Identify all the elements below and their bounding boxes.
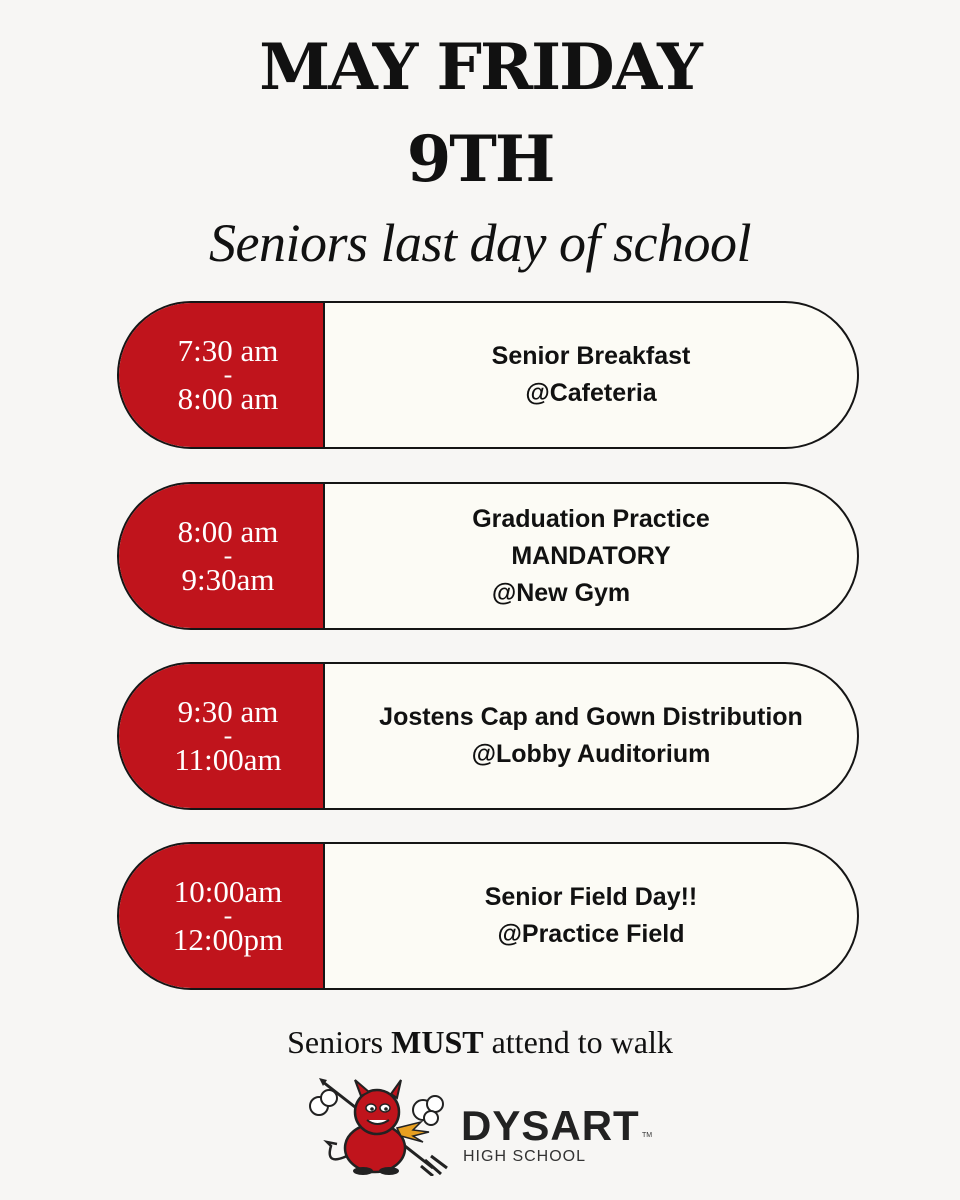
time-block xyxy=(119,303,325,447)
event-info xyxy=(325,664,857,808)
event-title: Graduation Practice xyxy=(472,504,710,533)
time-separator: - xyxy=(223,541,233,570)
event-title: Jostens Cap and Gown Distribution xyxy=(379,703,803,731)
event-info xyxy=(325,484,857,628)
time-block xyxy=(119,844,325,988)
event-location: @New Gym xyxy=(491,578,631,607)
event-location: @Lobby Auditorium xyxy=(471,740,711,768)
time-block xyxy=(119,484,325,628)
page-subtitle: Seniors last day of school xyxy=(209,213,751,273)
note-suffix: attend to walk xyxy=(483,1024,673,1060)
time-end: 8:00 am xyxy=(177,381,279,416)
attendance-note xyxy=(0,1020,960,1064)
time-start: 7:30 am xyxy=(177,333,279,368)
note-prefix: Seniors xyxy=(287,1024,392,1060)
time-start: 8:00 am xyxy=(177,514,279,549)
logo-brand: DYSART xyxy=(461,1102,640,1149)
time-separator: - xyxy=(223,721,233,750)
event-location: @Practice Field xyxy=(497,920,685,948)
schedule-card-2 xyxy=(117,482,859,630)
event-note: MANDATORY xyxy=(511,541,671,570)
event-info xyxy=(325,844,857,988)
time-start: 9:30 am xyxy=(177,694,279,729)
event-title: Senior Field Day!! xyxy=(484,883,698,911)
event-location: @Cafeteria xyxy=(525,379,657,407)
schedule-card-3 xyxy=(117,662,859,810)
time-end: 9:30am xyxy=(181,562,275,597)
event-title: Senior Breakfast xyxy=(491,342,691,370)
time-end: 11:00am xyxy=(174,742,282,777)
trademark-mark: TM xyxy=(642,1132,653,1139)
note-emphasis: MUST xyxy=(391,1024,484,1060)
time-start: 10:00am xyxy=(173,874,283,909)
time-end: 12:00pm xyxy=(172,922,284,957)
schedule-card-1 xyxy=(117,301,859,449)
schedule-card-4 xyxy=(117,842,859,990)
event-info xyxy=(325,303,857,447)
time-block xyxy=(119,664,325,808)
time-separator: - xyxy=(223,360,233,389)
logo-school: HIGH SCHOOL xyxy=(463,1148,587,1165)
devil-mascot-icon xyxy=(305,1076,455,1176)
page-title: MAY FRIDAY xyxy=(259,30,701,105)
page-title-date: 9TH xyxy=(406,122,554,197)
time-separator: - xyxy=(223,901,233,930)
school-logo xyxy=(305,1076,665,1176)
